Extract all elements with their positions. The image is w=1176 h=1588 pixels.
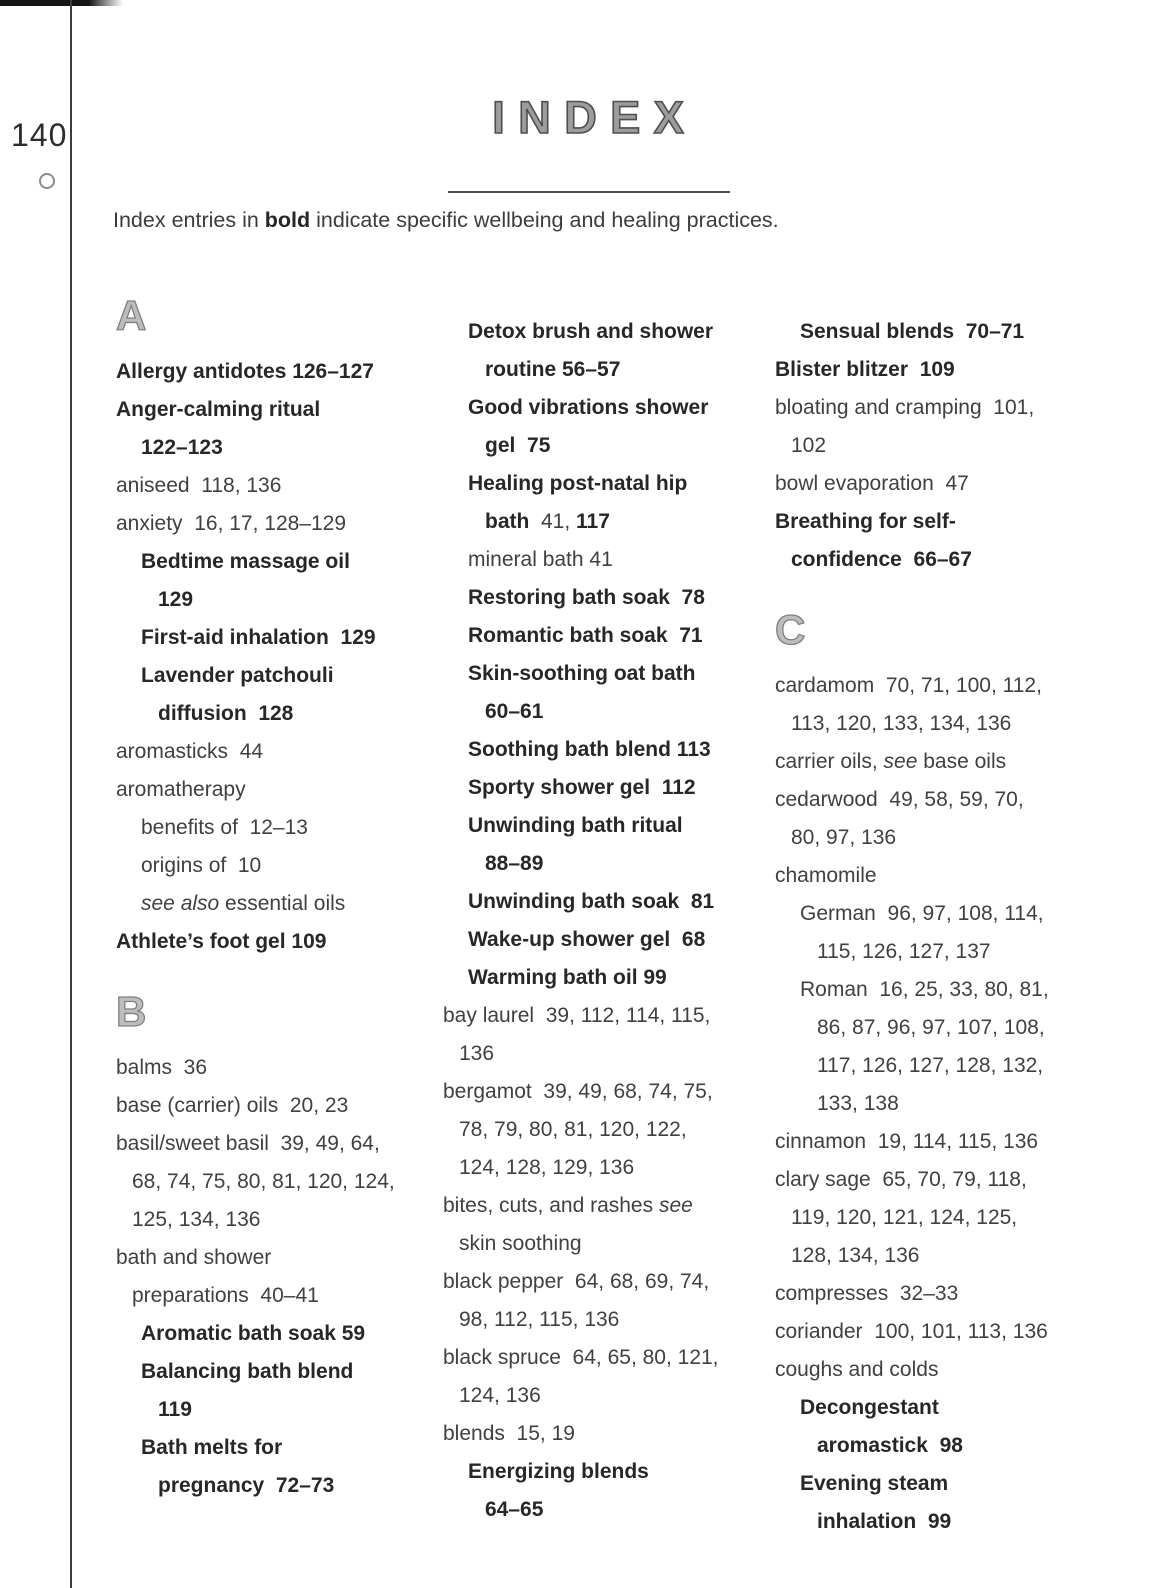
index-entry-line: balms 36 <box>116 1056 208 1079</box>
index-entry-line: Sporty shower gel 112 <box>468 776 696 799</box>
index-entry-line: Restoring bath soak 78 <box>468 586 705 609</box>
index-entry-line: origins of 10 <box>141 854 262 877</box>
index-entry-line: carrier oils, see base oils <box>775 750 1007 773</box>
index-entry-line: Wake-up shower gel 68 <box>468 928 706 951</box>
index-entry-line: Anger-calming ritual <box>116 398 321 421</box>
index-entry-line: 117, 126, 127, 128, 132, <box>817 1054 1044 1077</box>
index-entry-line: confidence 66–67 <box>791 548 972 571</box>
circle-ornament <box>39 173 55 189</box>
index-entry-line: cardamom 70, 71, 100, 112, <box>775 674 1042 697</box>
index-entry-line: 122–123 <box>141 436 223 459</box>
section-letter-c: C <box>775 606 806 653</box>
index-entry-line: Blister blitzer 109 <box>775 358 955 381</box>
index-entry-line: pregnancy 72–73 <box>158 1474 335 1497</box>
index-entry-line: 124, 136 <box>459 1384 541 1407</box>
index-entry-line: aromatherapy <box>116 778 246 801</box>
index-entry-line: 88–89 <box>485 852 544 875</box>
index-entry-line: 86, 87, 96, 97, 107, 108, <box>817 1016 1045 1039</box>
index-entry-line: bath and shower <box>116 1246 272 1269</box>
page-title: INDEX <box>492 92 698 143</box>
index-entry-line: 119, 120, 121, 124, 125, <box>791 1206 1018 1229</box>
index-entry-line: 68, 74, 75, 80, 81, 120, 124, <box>132 1170 395 1193</box>
index-column-1 <box>116 293 446 1505</box>
index-entry-line: bath 41, 117 <box>485 510 610 533</box>
index-entry-line: base (carrier) oils 20, 23 <box>116 1094 349 1117</box>
index-entry-line: benefits of 12–13 <box>141 816 308 839</box>
section-letter-a: A <box>116 292 147 339</box>
index-entry-line: Healing post-natal hip <box>468 472 688 495</box>
index-entry-line: coughs and colds <box>775 1358 939 1381</box>
top-edge-bar <box>0 0 123 6</box>
index-entry-line: Good vibrations shower <box>468 396 709 419</box>
index-note <box>113 208 779 233</box>
index-entry-line: Lavender patchouli <box>141 664 334 687</box>
index-entry-line: gel 75 <box>485 434 551 457</box>
title-divider <box>448 191 730 193</box>
index-entry-line: 78, 79, 80, 81, 120, 122, <box>459 1118 687 1141</box>
index-entry-line: 113, 120, 133, 134, 136 <box>791 712 1012 735</box>
index-entry-line: 128, 134, 136 <box>791 1244 920 1267</box>
index-note-suffix: indicate specific wellbeing and healing practices. <box>310 208 779 232</box>
index-entry-line: aniseed 118, 136 <box>116 474 282 497</box>
index-entry-line: 125, 134, 136 <box>132 1208 261 1231</box>
index-entry-line: coriander 100, 101, 113, 136 <box>775 1320 1048 1343</box>
index-entry-line: Bedtime massage oil <box>141 550 350 573</box>
index-entry-line: basil/sweet basil 39, 49, 64, <box>116 1132 380 1155</box>
index-entry-line: routine 56–57 <box>485 358 621 381</box>
index-entry-line: mineral bath 41 <box>468 548 613 571</box>
index-entry-line: skin soothing <box>459 1232 582 1255</box>
index-entry-line: clary sage 65, 70, 79, 118, <box>775 1168 1027 1191</box>
index-entry-line: 129 <box>158 588 194 611</box>
index-entry-line: bites, cuts, and rashes see <box>443 1194 693 1217</box>
index-entry-line: Skin-soothing oat bath <box>468 662 696 685</box>
index-entry-line: Soothing bath blend 113 <box>468 738 711 761</box>
index-entry-line: chamomile <box>775 864 877 887</box>
index-entry-line: compresses 32–33 <box>775 1282 959 1305</box>
index-entry-line: 80, 97, 136 <box>791 826 897 849</box>
index-note-prefix: Index entries in <box>113 208 265 232</box>
index-entry-line: 102 <box>791 434 827 457</box>
index-note-bold-word: bold <box>264 208 311 232</box>
index-entry-line: diffusion 128 <box>158 702 294 725</box>
index-entry-line: Aromatic bath soak 59 <box>141 1322 366 1345</box>
index-entry-line: see also essential oils <box>141 892 346 915</box>
index-entry-line: 119 <box>158 1398 192 1421</box>
index-entry-line: German 96, 97, 108, 114, <box>800 902 1044 925</box>
index-entry-line: cedarwood 49, 58, 59, 70, <box>775 788 1024 811</box>
index-entry-line: Balancing bath blend <box>141 1360 354 1383</box>
index-entry-line: Unwinding bath ritual <box>468 814 683 837</box>
index-entry-line: 136 <box>459 1042 495 1065</box>
index-entry-line: 64–65 <box>485 1498 544 1521</box>
index-column-2 <box>443 313 773 1529</box>
index-entry-line: 124, 128, 129, 136 <box>459 1156 635 1179</box>
index-entry-line: Romantic bath soak 71 <box>468 624 703 647</box>
index-entry-line: black spruce 64, 65, 80, 121, <box>443 1346 719 1369</box>
index-entry-line: First-aid inhalation 129 <box>141 626 376 649</box>
index-column-3 <box>775 313 1105 1541</box>
index-entry-line: cinnamon 19, 114, 115, 136 <box>775 1130 1039 1153</box>
page-number: 140 <box>11 117 68 153</box>
index-entry-line: anxiety 16, 17, 128–129 <box>116 512 347 535</box>
left-margin-rule <box>70 0 72 1588</box>
index-entry-line: bergamot 39, 49, 68, 74, 75, <box>443 1080 713 1103</box>
index-entry-line: 98, 112, 115, 136 <box>459 1308 620 1331</box>
index-entry-line: Sensual blends 70–71 <box>800 320 1025 343</box>
index-entry-line: Detox brush and shower <box>468 320 714 343</box>
index-entry-line: Evening steam <box>800 1472 949 1495</box>
index-entry-line: Warming bath oil 99 <box>468 966 667 989</box>
index-entry-line: 60–61 <box>485 700 544 723</box>
index-entry-line: bowl evaporation 47 <box>775 472 969 495</box>
index-entry-line: preparations 40–41 <box>132 1284 319 1307</box>
section-letter-b: B <box>116 988 147 1035</box>
index-entry-line: bay laurel 39, 112, 114, 115, <box>443 1004 711 1027</box>
index-entry-line: aromasticks 44 <box>116 740 264 763</box>
index-entry-line: Decongestant <box>800 1396 939 1419</box>
index-entry-line: 115, 126, 127, 137 <box>817 940 991 963</box>
index-entry-line: Athlete’s foot gel 109 <box>116 930 327 953</box>
index-entry-line: Breathing for self- <box>775 510 956 533</box>
index-entry-line: Allergy antidotes 126–127 <box>116 360 374 383</box>
index-entry-line: 133, 138 <box>817 1092 899 1115</box>
index-entry-line: aromastick 98 <box>817 1434 963 1457</box>
index-entry-line: blends 15, 19 <box>443 1422 575 1445</box>
index-entry-line: black pepper 64, 68, 69, 74, <box>443 1270 710 1293</box>
index-entry-line: Bath melts for <box>141 1436 283 1459</box>
index-entry-line: Roman 16, 25, 33, 80, 81, <box>800 978 1049 1001</box>
index-entry-line: inhalation 99 <box>817 1510 952 1533</box>
index-entry-line: Unwinding bath soak 81 <box>468 890 715 913</box>
index-entry-line: bloating and cramping 101, <box>775 396 1035 419</box>
index-entry-line: Energizing blends <box>468 1460 649 1483</box>
